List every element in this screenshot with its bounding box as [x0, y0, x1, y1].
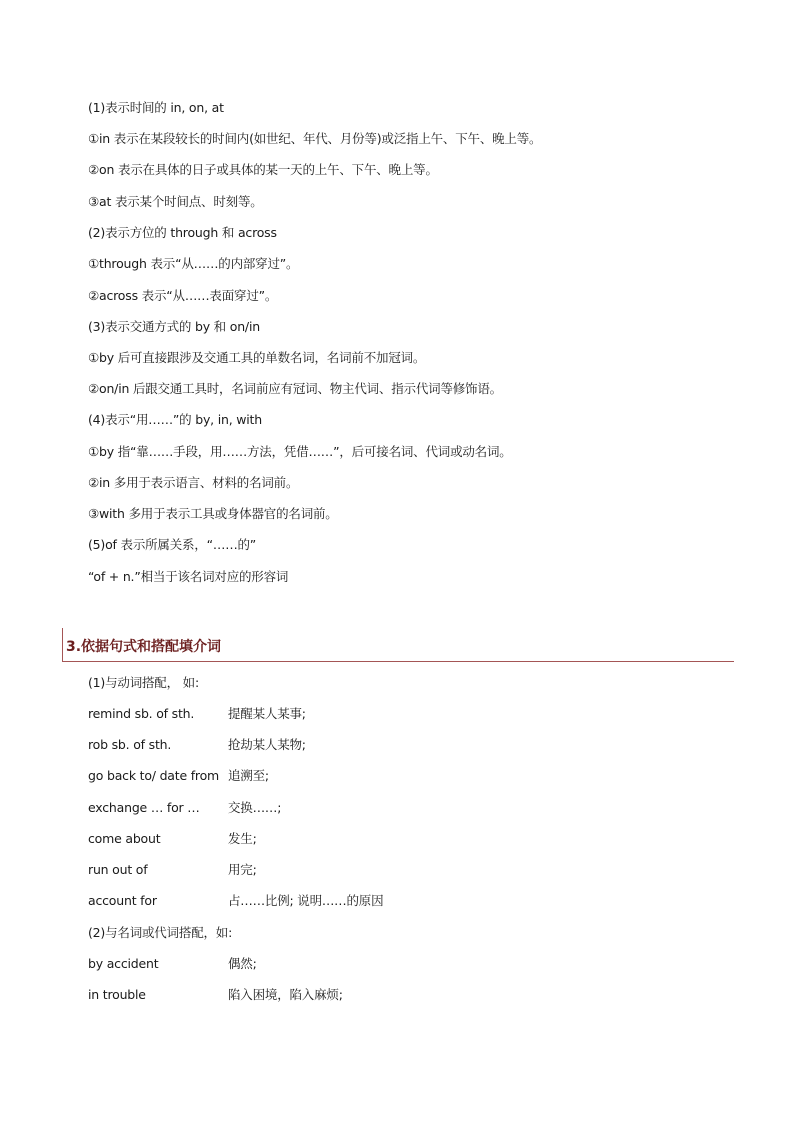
phrase-en: go back to/ date from: [88, 768, 220, 783]
phrase-zh: 陷入困境，陷入麻烦;: [228, 987, 343, 1002]
heading-rule-bottom: [62, 661, 734, 662]
rule-3-by: ①by 后可直接跟涉及交通工具的单数名词，名词前不加冠词。: [88, 350, 426, 365]
phrase-zh: 抢劫某人某物;: [228, 737, 306, 752]
phrase-en: remind sb. of sth.: [88, 706, 195, 721]
rule-4-in: ②in 多用于表示语言、材料的名词前。: [88, 475, 299, 490]
phrase-zh: 偶然;: [228, 956, 257, 971]
heading-rule-left: [62, 628, 63, 662]
phrase-en: in trouble: [88, 987, 146, 1002]
rule-1-in: ①in 表示在某段较长的时间内(如世纪、年代、月份等)或泛指上午、下午、晚上等。: [88, 131, 542, 146]
phrase-zh: 用完;: [228, 862, 257, 877]
phrase-en: run out of: [88, 862, 148, 877]
rule-2-across: ②across 表示“从……表面穿过”。: [88, 288, 278, 303]
rule-4-by: ①by 指“靠……手段，用……方法，凭借……”，后可接名词、代词或动名词。: [88, 444, 512, 459]
phrase-en: exchange … for …: [88, 800, 200, 815]
phrase-zh: 占……比例; 说明……的原因: [228, 893, 384, 908]
rule-5-of-n: “of + n.”相当于该名词对应的形容词: [88, 569, 289, 584]
phrase-zh: 发生;: [228, 831, 257, 846]
phrase-zh: 追溯至;: [228, 768, 269, 783]
rule-3-on-in: ②on/in 后跟交通工具时，名词前应有冠词、物主代词、指示代词等修饰语。: [88, 381, 502, 396]
noun-collocation-intro: (2)与名词或代词搭配，如:: [88, 925, 233, 940]
section-heading: 3.依据句式和搭配填介词: [66, 639, 222, 655]
section-4-title: (4)表示“用……”的 by, in, with: [88, 412, 262, 427]
phrase-en: by accident: [88, 956, 159, 971]
phrase-zh: 交换……;: [228, 800, 282, 815]
phrase-en: rob sb. of sth.: [88, 737, 172, 752]
rule-4-with: ③with 多用于表示工具或身体器官的名词前。: [88, 506, 338, 521]
section-3-title: (3)表示交通方式的 by 和 on/in: [88, 319, 260, 334]
phrase-zh: 提醒某人某事;: [228, 706, 306, 721]
phrase-en: account for: [88, 893, 157, 908]
rule-2-through: ①through 表示“从……的内部穿过”。: [88, 256, 299, 271]
rule-1-on: ②on 表示在具体的日子或具体的某一天的上午、下午、晚上等。: [88, 162, 438, 177]
verb-collocation-intro: (1)与动词搭配， 如:: [88, 675, 199, 690]
rule-1-at: ③at 表示某个时间点、时刻等。: [88, 194, 263, 209]
phrase-en: come about: [88, 831, 161, 846]
section-5-title: (5)of 表示所属关系，“……的”: [88, 537, 257, 552]
section-2-title: (2)表示方位的 through 和 across: [88, 225, 277, 240]
section-1-title: (1)表示时间的 in, on, at: [88, 100, 224, 115]
